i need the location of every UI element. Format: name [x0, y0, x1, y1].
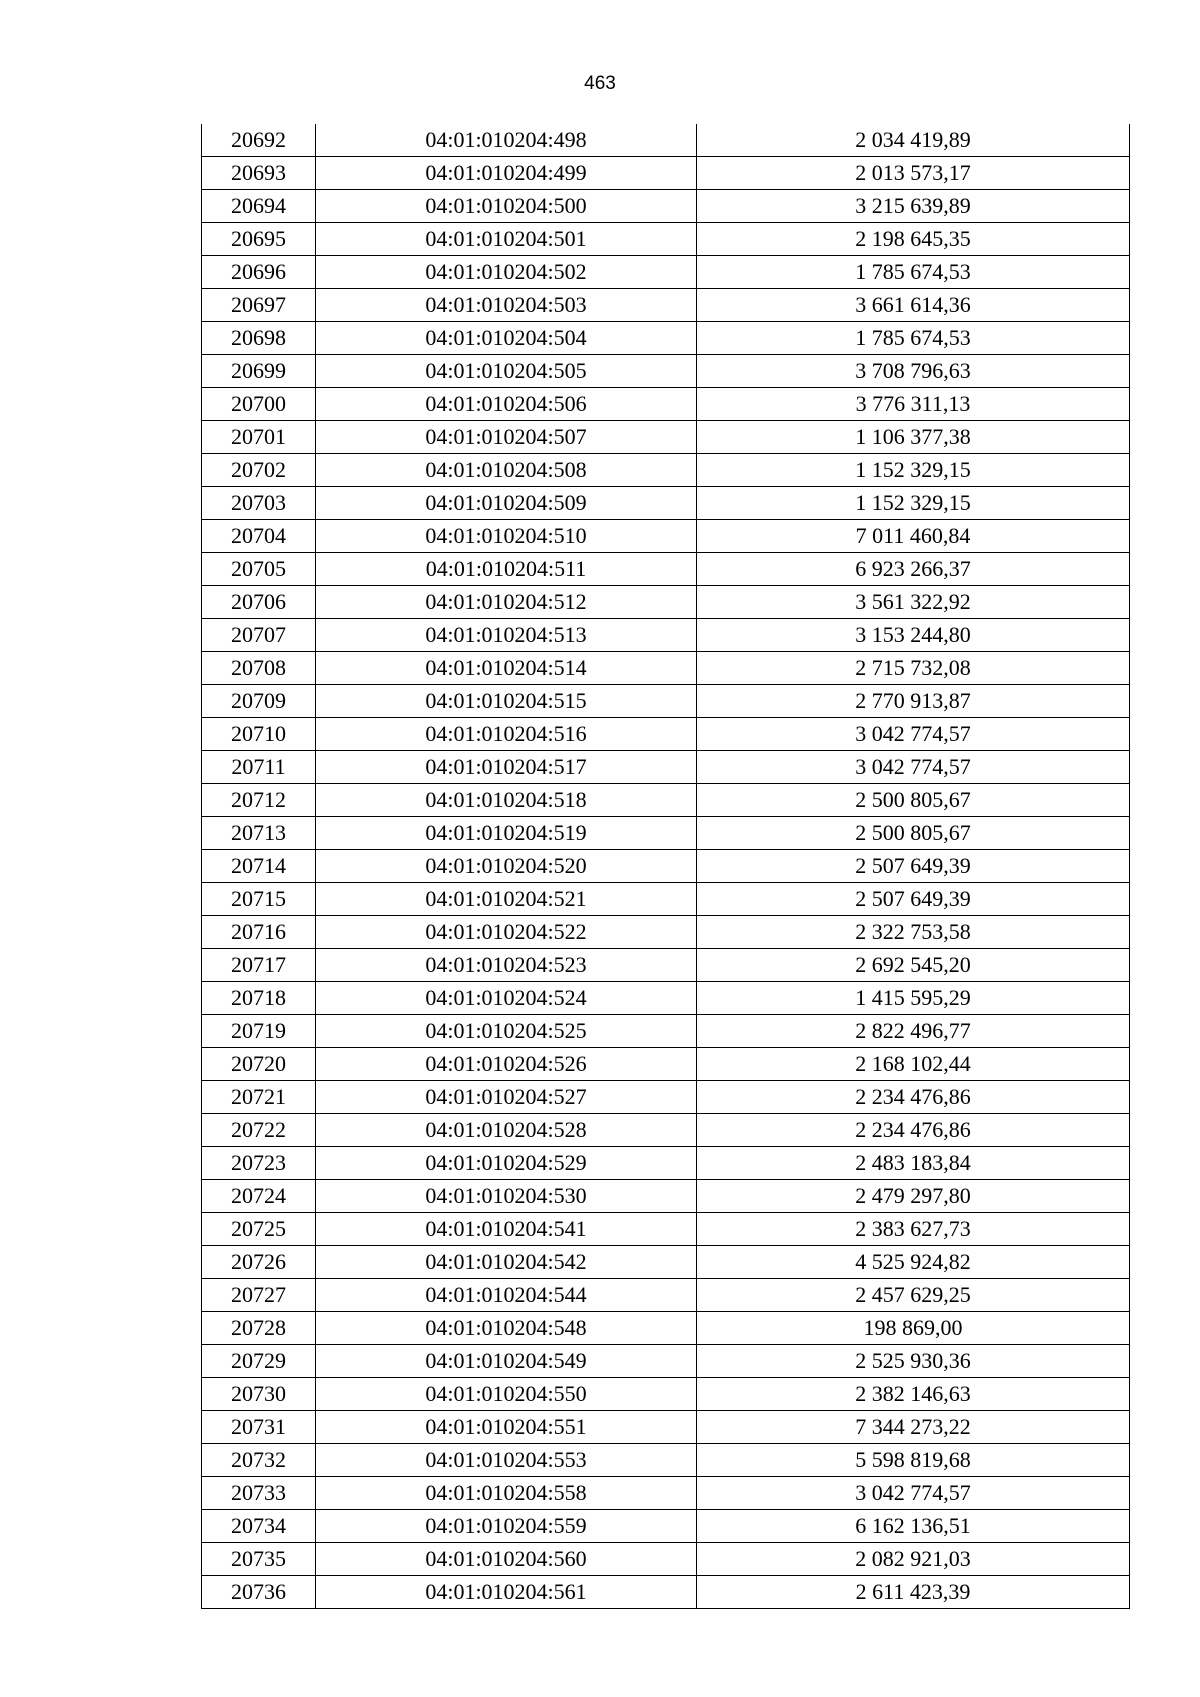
cadastral-value-cell: 2 500 805,67 — [697, 817, 1130, 850]
cadastral-value-cell: 3 661 614,36 — [697, 289, 1130, 322]
row-number-cell: 20733 — [202, 1477, 316, 1510]
row-number-cell: 20724 — [202, 1180, 316, 1213]
cadastral-value-cell: 3 561 322,92 — [697, 586, 1130, 619]
table-row — [202, 1147, 1130, 1180]
row-number-cell: 20700 — [202, 388, 316, 421]
row-number-cell: 20706 — [202, 586, 316, 619]
table-row — [202, 190, 1130, 223]
table-row — [202, 1114, 1130, 1147]
cadastral-number-cell: 04:01:010204:542 — [316, 1246, 697, 1279]
cadastral-value-cell: 2 234 476,86 — [697, 1114, 1130, 1147]
row-number-cell: 20716 — [202, 916, 316, 949]
row-number-cell: 20711 — [202, 751, 316, 784]
cadastral-value-cell: 2 013 573,17 — [697, 157, 1130, 190]
table-row — [202, 1477, 1130, 1510]
table-row — [202, 256, 1130, 289]
row-number-cell: 20725 — [202, 1213, 316, 1246]
cadastral-number-cell: 04:01:010204:516 — [316, 718, 697, 751]
table-row — [202, 1213, 1130, 1246]
row-number-cell: 20701 — [202, 421, 316, 454]
row-number-cell: 20727 — [202, 1279, 316, 1312]
cadastral-number-cell: 04:01:010204:519 — [316, 817, 697, 850]
table-row — [202, 157, 1130, 190]
cadastral-value-cell: 2 715 732,08 — [697, 652, 1130, 685]
cadastral-value-cell: 2 500 805,67 — [697, 784, 1130, 817]
row-number-cell: 20723 — [202, 1147, 316, 1180]
row-number-cell: 20709 — [202, 685, 316, 718]
cadastral-number-cell: 04:01:010204:500 — [316, 190, 697, 223]
table-row — [202, 619, 1130, 652]
cadastral-value-cell: 2 322 753,58 — [697, 916, 1130, 949]
row-number-cell: 20699 — [202, 355, 316, 388]
cadastral-value-cell: 2 822 496,77 — [697, 1015, 1130, 1048]
cadastral-number-cell: 04:01:010204:553 — [316, 1444, 697, 1477]
table-row — [202, 751, 1130, 784]
cadastral-value-cell: 2 507 649,39 — [697, 883, 1130, 916]
cadastral-number-cell: 04:01:010204:524 — [316, 982, 697, 1015]
row-number-cell: 20735 — [202, 1543, 316, 1576]
cadastral-value-cell: 3 708 796,63 — [697, 355, 1130, 388]
cadastral-value-cell: 1 785 674,53 — [697, 322, 1130, 355]
cadastral-number-cell: 04:01:010204:560 — [316, 1543, 697, 1576]
row-number-cell: 20696 — [202, 256, 316, 289]
row-number-cell: 20712 — [202, 784, 316, 817]
table-row — [202, 1576, 1130, 1609]
row-number-cell: 20713 — [202, 817, 316, 850]
table-row — [202, 1279, 1130, 1312]
row-number-cell: 20704 — [202, 520, 316, 553]
cadastral-value-cell: 6 162 136,51 — [697, 1510, 1130, 1543]
row-number-cell: 20714 — [202, 850, 316, 883]
cadastral-number-cell: 04:01:010204:526 — [316, 1048, 697, 1081]
cadastral-value-cell: 2 611 423,39 — [697, 1576, 1130, 1609]
cadastral-value-cell: 1 152 329,15 — [697, 454, 1130, 487]
cadastral-number-cell: 04:01:010204:502 — [316, 256, 697, 289]
cadastral-number-cell: 04:01:010204:530 — [316, 1180, 697, 1213]
table-body — [202, 124, 1130, 1609]
table-row — [202, 223, 1130, 256]
cadastral-value-cell: 2 082 921,03 — [697, 1543, 1130, 1576]
row-number-cell: 20710 — [202, 718, 316, 751]
table-row — [202, 1510, 1130, 1543]
cadastral-number-cell: 04:01:010204:504 — [316, 322, 697, 355]
cadastral-number-cell: 04:01:010204:549 — [316, 1345, 697, 1378]
cadastral-value-cell: 2 483 183,84 — [697, 1147, 1130, 1180]
table-row — [202, 1312, 1130, 1345]
cadastral-number-cell: 04:01:010204:503 — [316, 289, 697, 322]
cadastral-value-cell: 3 153 244,80 — [697, 619, 1130, 652]
row-number-cell: 20732 — [202, 1444, 316, 1477]
cadastral-number-cell: 04:01:010204:498 — [316, 124, 697, 157]
row-number-cell: 20736 — [202, 1576, 316, 1609]
cadastral-value-cell: 5 598 819,68 — [697, 1444, 1130, 1477]
table-row — [202, 454, 1130, 487]
cadastral-value-cell: 2 198 645,35 — [697, 223, 1130, 256]
cadastral-number-cell: 04:01:010204:506 — [316, 388, 697, 421]
cadastral-number-cell: 04:01:010204:520 — [316, 850, 697, 883]
cadastral-value-cell: 3 042 774,57 — [697, 1477, 1130, 1510]
cadastral-value-cell: 1 152 329,15 — [697, 487, 1130, 520]
table-row — [202, 322, 1130, 355]
table-row — [202, 289, 1130, 322]
row-number-cell: 20707 — [202, 619, 316, 652]
cadastral-value-cell: 2 479 297,80 — [697, 1180, 1130, 1213]
table-row — [202, 520, 1130, 553]
table-row — [202, 685, 1130, 718]
cadastral-number-cell: 04:01:010204:541 — [316, 1213, 697, 1246]
cadastral-value-cell: 2 457 629,25 — [697, 1279, 1130, 1312]
table-row — [202, 1081, 1130, 1114]
table-row — [202, 883, 1130, 916]
cadastral-number-cell: 04:01:010204:518 — [316, 784, 697, 817]
table-row — [202, 1345, 1130, 1378]
cadastral-value-cell: 3 776 311,13 — [697, 388, 1130, 421]
table-row — [202, 1543, 1130, 1576]
row-number-cell: 20694 — [202, 190, 316, 223]
cadastral-value-cell: 3 042 774,57 — [697, 718, 1130, 751]
row-number-cell: 20721 — [202, 1081, 316, 1114]
row-number-cell: 20719 — [202, 1015, 316, 1048]
cadastral-number-cell: 04:01:010204:528 — [316, 1114, 697, 1147]
row-number-cell: 20697 — [202, 289, 316, 322]
table-row — [202, 124, 1130, 157]
cadastral-value-cell: 2 525 930,36 — [697, 1345, 1130, 1378]
table-row — [202, 487, 1130, 520]
cadastral-number-cell: 04:01:010204:523 — [316, 949, 697, 982]
row-number-cell: 20693 — [202, 157, 316, 190]
cadastral-value-cell: 2 168 102,44 — [697, 1048, 1130, 1081]
cadastral-number-cell: 04:01:010204:507 — [316, 421, 697, 454]
row-number-cell: 20731 — [202, 1411, 316, 1444]
row-number-cell: 20703 — [202, 487, 316, 520]
table-row — [202, 388, 1130, 421]
cadastral-number-cell: 04:01:010204:501 — [316, 223, 697, 256]
cadastral-number-cell: 04:01:010204:548 — [316, 1312, 697, 1345]
row-number-cell: 20702 — [202, 454, 316, 487]
cadastral-value-cell: 3 042 774,57 — [697, 751, 1130, 784]
cadastral-value-cell: 1 415 595,29 — [697, 982, 1130, 1015]
cadastral-number-cell: 04:01:010204:513 — [316, 619, 697, 652]
cadastral-number-cell: 04:01:010204:525 — [316, 1015, 697, 1048]
cadastral-value-cell: 2 383 627,73 — [697, 1213, 1130, 1246]
table-row — [202, 1444, 1130, 1477]
cadastral-value-cell: 7 344 273,22 — [697, 1411, 1130, 1444]
cadastral-value-cell: 2 507 649,39 — [697, 850, 1130, 883]
table-row — [202, 850, 1130, 883]
row-number-cell: 20720 — [202, 1048, 316, 1081]
cadastral-number-cell: 04:01:010204:529 — [316, 1147, 697, 1180]
cadastral-value-cell: 2 234 476,86 — [697, 1081, 1130, 1114]
cadastral-value-cell: 198 869,00 — [697, 1312, 1130, 1345]
table-row — [202, 421, 1130, 454]
cadastral-value-cell: 7 011 460,84 — [697, 520, 1130, 553]
row-number-cell: 20717 — [202, 949, 316, 982]
table-row — [202, 718, 1130, 751]
cadastral-value-cell: 2 382 146,63 — [697, 1378, 1130, 1411]
table-row — [202, 949, 1130, 982]
cadastral-value-cell: 6 923 266,37 — [697, 553, 1130, 586]
row-number-cell: 20722 — [202, 1114, 316, 1147]
table-row — [202, 586, 1130, 619]
table-row — [202, 784, 1130, 817]
cadastral-number-cell: 04:01:010204:515 — [316, 685, 697, 718]
cadastral-number-cell: 04:01:010204:511 — [316, 553, 697, 586]
cadastral-number-cell: 04:01:010204:550 — [316, 1378, 697, 1411]
cadastral-number-cell: 04:01:010204:522 — [316, 916, 697, 949]
table-row — [202, 817, 1130, 850]
cadastral-number-cell: 04:01:010204:551 — [316, 1411, 697, 1444]
table-row — [202, 1180, 1130, 1213]
cadastral-number-cell: 04:01:010204:508 — [316, 454, 697, 487]
table-row — [202, 1048, 1130, 1081]
row-number-cell: 20705 — [202, 553, 316, 586]
row-number-cell: 20695 — [202, 223, 316, 256]
page-number: 463 — [584, 73, 616, 94]
row-number-cell: 20728 — [202, 1312, 316, 1345]
cadastral-number-cell: 04:01:010204:509 — [316, 487, 697, 520]
table-row — [202, 1246, 1130, 1279]
cadastral-value-cell: 2 034 419,89 — [697, 124, 1130, 157]
row-number-cell: 20726 — [202, 1246, 316, 1279]
table-row — [202, 652, 1130, 685]
cadastral-value-cell: 1 785 674,53 — [697, 256, 1130, 289]
cadastral-value-cell: 1 106 377,38 — [697, 421, 1130, 454]
cadastral-number-cell: 04:01:010204:512 — [316, 586, 697, 619]
table-row — [202, 1411, 1130, 1444]
cadastral-value-table — [201, 124, 1130, 1609]
table-row — [202, 1378, 1130, 1411]
row-number-cell: 20692 — [202, 124, 316, 157]
cadastral-number-cell: 04:01:010204:561 — [316, 1576, 697, 1609]
cadastral-number-cell: 04:01:010204:558 — [316, 1477, 697, 1510]
row-number-cell: 20734 — [202, 1510, 316, 1543]
cadastral-number-cell: 04:01:010204:517 — [316, 751, 697, 784]
row-number-cell: 20698 — [202, 322, 316, 355]
cadastral-number-cell: 04:01:010204:559 — [316, 1510, 697, 1543]
cadastral-value-cell: 2 770 913,87 — [697, 685, 1130, 718]
row-number-cell: 20729 — [202, 1345, 316, 1378]
cadastral-number-cell: 04:01:010204:527 — [316, 1081, 697, 1114]
row-number-cell: 20715 — [202, 883, 316, 916]
table-row — [202, 916, 1130, 949]
cadastral-number-cell: 04:01:010204:544 — [316, 1279, 697, 1312]
row-number-cell: 20730 — [202, 1378, 316, 1411]
table-row — [202, 553, 1130, 586]
table-row — [202, 982, 1130, 1015]
cadastral-number-cell: 04:01:010204:505 — [316, 355, 697, 388]
table-row — [202, 355, 1130, 388]
cadastral-number-cell: 04:01:010204:510 — [316, 520, 697, 553]
row-number-cell: 20708 — [202, 652, 316, 685]
cadastral-number-cell: 04:01:010204:521 — [316, 883, 697, 916]
cadastral-value-cell: 3 215 639,89 — [697, 190, 1130, 223]
table-row — [202, 1015, 1130, 1048]
cadastral-value-cell: 2 692 545,20 — [697, 949, 1130, 982]
cadastral-number-cell: 04:01:010204:514 — [316, 652, 697, 685]
cadastral-number-cell: 04:01:010204:499 — [316, 157, 697, 190]
row-number-cell: 20718 — [202, 982, 316, 1015]
cadastral-value-cell: 4 525 924,82 — [697, 1246, 1130, 1279]
